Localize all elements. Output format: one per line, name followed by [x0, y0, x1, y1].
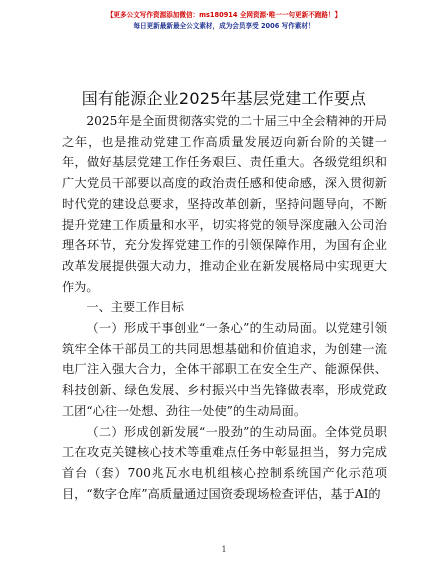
document-body: [62, 111, 387, 504]
promo-banner-line-1: 【更多公文写作资源添加微信：ms180914 全网资源·唯一一句更新不跑路！】: [106, 11, 342, 19]
intro-paragraph: 2025年是全面贯彻落实党的二十届三中全会精神的开局之年，也是推动党建工作高质量发展迈向新台阶的关键一年，做好基层党建工作任务艰巨、责任重大。各级党组织和广大党员干部要以高度的政治责任感和使命感，深入贯彻新时代党的建设总要求，坚持改革创新，坚持问题导向，不断提升党建工作质量和水平，切实将党的领导深度融入公司治理各环节，充分发挥党建工作的引领保障作用，为国有企业改革发展提供强大动力，推动企业在新发展格局中实现更大作为。: [62, 114, 387, 294]
document-title: 国有能源企业2025年基层党建工作要点: [81, 89, 367, 108]
goal-item-1: （一）形成干事创业“一条心”的生动局面。以党建引领筑牢全体干部员工的共同思想基础和价值追求，为创建一流电厂注入强大合力，全体干部职工在安全生产、能源保供、科技创新、绿色发展、乡村振兴中当先锋做表率，形成党政工团“心往一处想、劲往一处使”的生动局面。: [62, 321, 387, 418]
section-heading: 一、主要工作目标: [86, 300, 184, 315]
goal-item-2: （二）形成创新发展“一股劲”的生动局面。全体党员职工在攻克关键核心技术等重难点任务中彰显担当，努力完成首台（套）700兆瓦水电机组核心控制系统国产化示范项目，“数字仓库”高质量通过国资委现场检查评估，基于AI的: [62, 424, 387, 501]
promo-banner: [0, 10, 448, 32]
promo-banner-line-2: 每日更新最新最全公文素材，成为会员享受 2006 写作素材！: [133, 22, 315, 30]
page-number: 1: [221, 545, 227, 554]
